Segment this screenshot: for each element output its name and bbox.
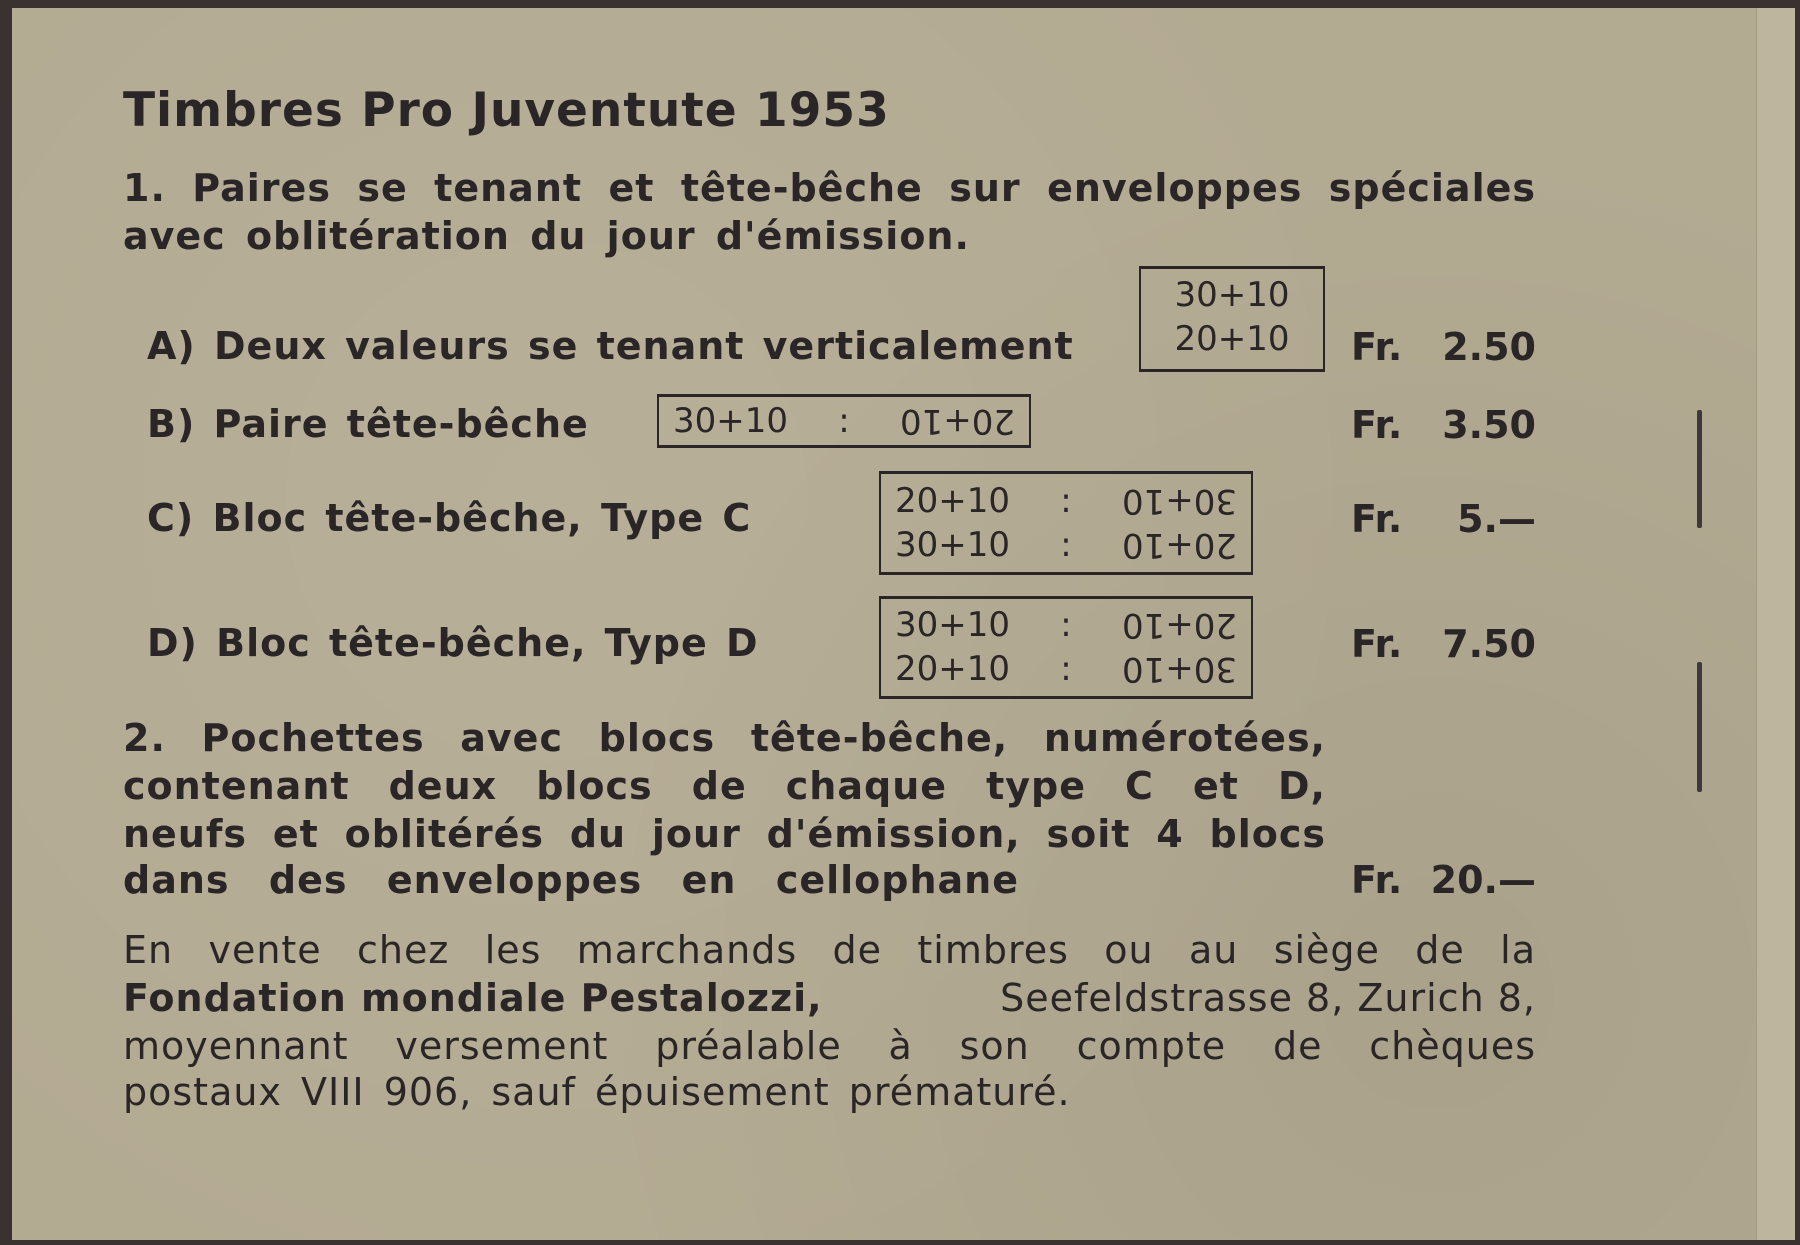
item-a-price: 2.50: [1442, 325, 1536, 369]
staple-bottom: [1697, 662, 1702, 792]
stamp-value-inverted: 20+10: [1121, 525, 1237, 565]
currency: Fr.: [1351, 497, 1403, 541]
stamp-value: 30+10: [1174, 275, 1290, 315]
stamp-value-inverted: 20+10: [899, 401, 1015, 441]
footer-line: postaux VIII 906, sauf épuisement prématuré.: [123, 1070, 1071, 1114]
staple-top: [1697, 410, 1702, 528]
item-c-label: C) Bloc tête-bêche, Type C: [147, 496, 752, 540]
section2-line: neufs et oblitérés du jour d'émission, soit 4 blocs: [123, 812, 1326, 856]
item-b-price: 3.50: [1442, 403, 1536, 447]
footer-line: moyennant versement préalable à son compte de chèques: [123, 1024, 1536, 1068]
currency: Fr.: [1351, 403, 1403, 447]
stamp-value: 30+10: [895, 525, 1011, 565]
stamp-value: 20+10: [1174, 319, 1290, 359]
item-b-stamp-box: [657, 394, 1031, 448]
item-c-price: 5.—: [1457, 497, 1536, 541]
stamp-value-inverted: 30+10: [1121, 649, 1237, 689]
section1-line: avec oblitération du jour d'émission.: [123, 214, 970, 258]
stamp-value: 20+10: [895, 649, 1011, 689]
item-d-label: D) Bloc tête-bêche, Type D: [147, 621, 759, 665]
currency: Fr.: [1351, 325, 1403, 369]
separator: :: [1060, 525, 1072, 565]
item-d-price: 7.50: [1442, 622, 1536, 666]
separator: :: [1060, 649, 1072, 689]
stamp-value: 30+10: [895, 605, 1011, 645]
item-c-stamp-box: [879, 471, 1253, 575]
stamp-value-inverted: 20+10: [1121, 605, 1237, 645]
foundation-name: Fondation mondiale Pestalozzi,: [123, 976, 823, 1020]
item-d-stamp-box: [879, 596, 1253, 699]
binding-edge: [1756, 8, 1795, 1240]
stamp-value: 30+10: [673, 401, 789, 441]
currency: Fr.: [1351, 858, 1403, 902]
section1-line: 1. Paires se tenant et tête-bêche sur enveloppes spéciales: [123, 166, 1536, 210]
section2-line: dans des enveloppes en cellophane: [123, 858, 1019, 902]
item-b-label: B) Paire tête-bêche: [147, 402, 589, 446]
footer-line: [123, 976, 1536, 1020]
item-a-label: A) Deux valeurs se tenant verticalement: [147, 324, 1074, 368]
page-title: Timbres Pro Juventute 1953: [123, 83, 890, 138]
section2-line: 2. Pochettes avec blocs tête-bêche, numérotées,: [123, 716, 1326, 760]
separator: :: [1060, 481, 1072, 521]
separator: :: [838, 401, 850, 441]
section2-price: 20.—: [1430, 858, 1536, 902]
separator: :: [1060, 605, 1072, 645]
foundation-address: Seefeldstrasse 8, Zurich 8,: [1000, 976, 1536, 1020]
footer-line: En vente chez les marchands de timbres ou au siège de la: [123, 928, 1536, 972]
currency: Fr.: [1351, 622, 1403, 666]
item-a-stamp-box: [1139, 266, 1325, 372]
stamp-value: 20+10: [895, 481, 1011, 521]
section2-line: contenant deux blocs de chaque type C et D,: [123, 764, 1326, 808]
stamp-value-inverted: 30+10: [1121, 481, 1237, 521]
